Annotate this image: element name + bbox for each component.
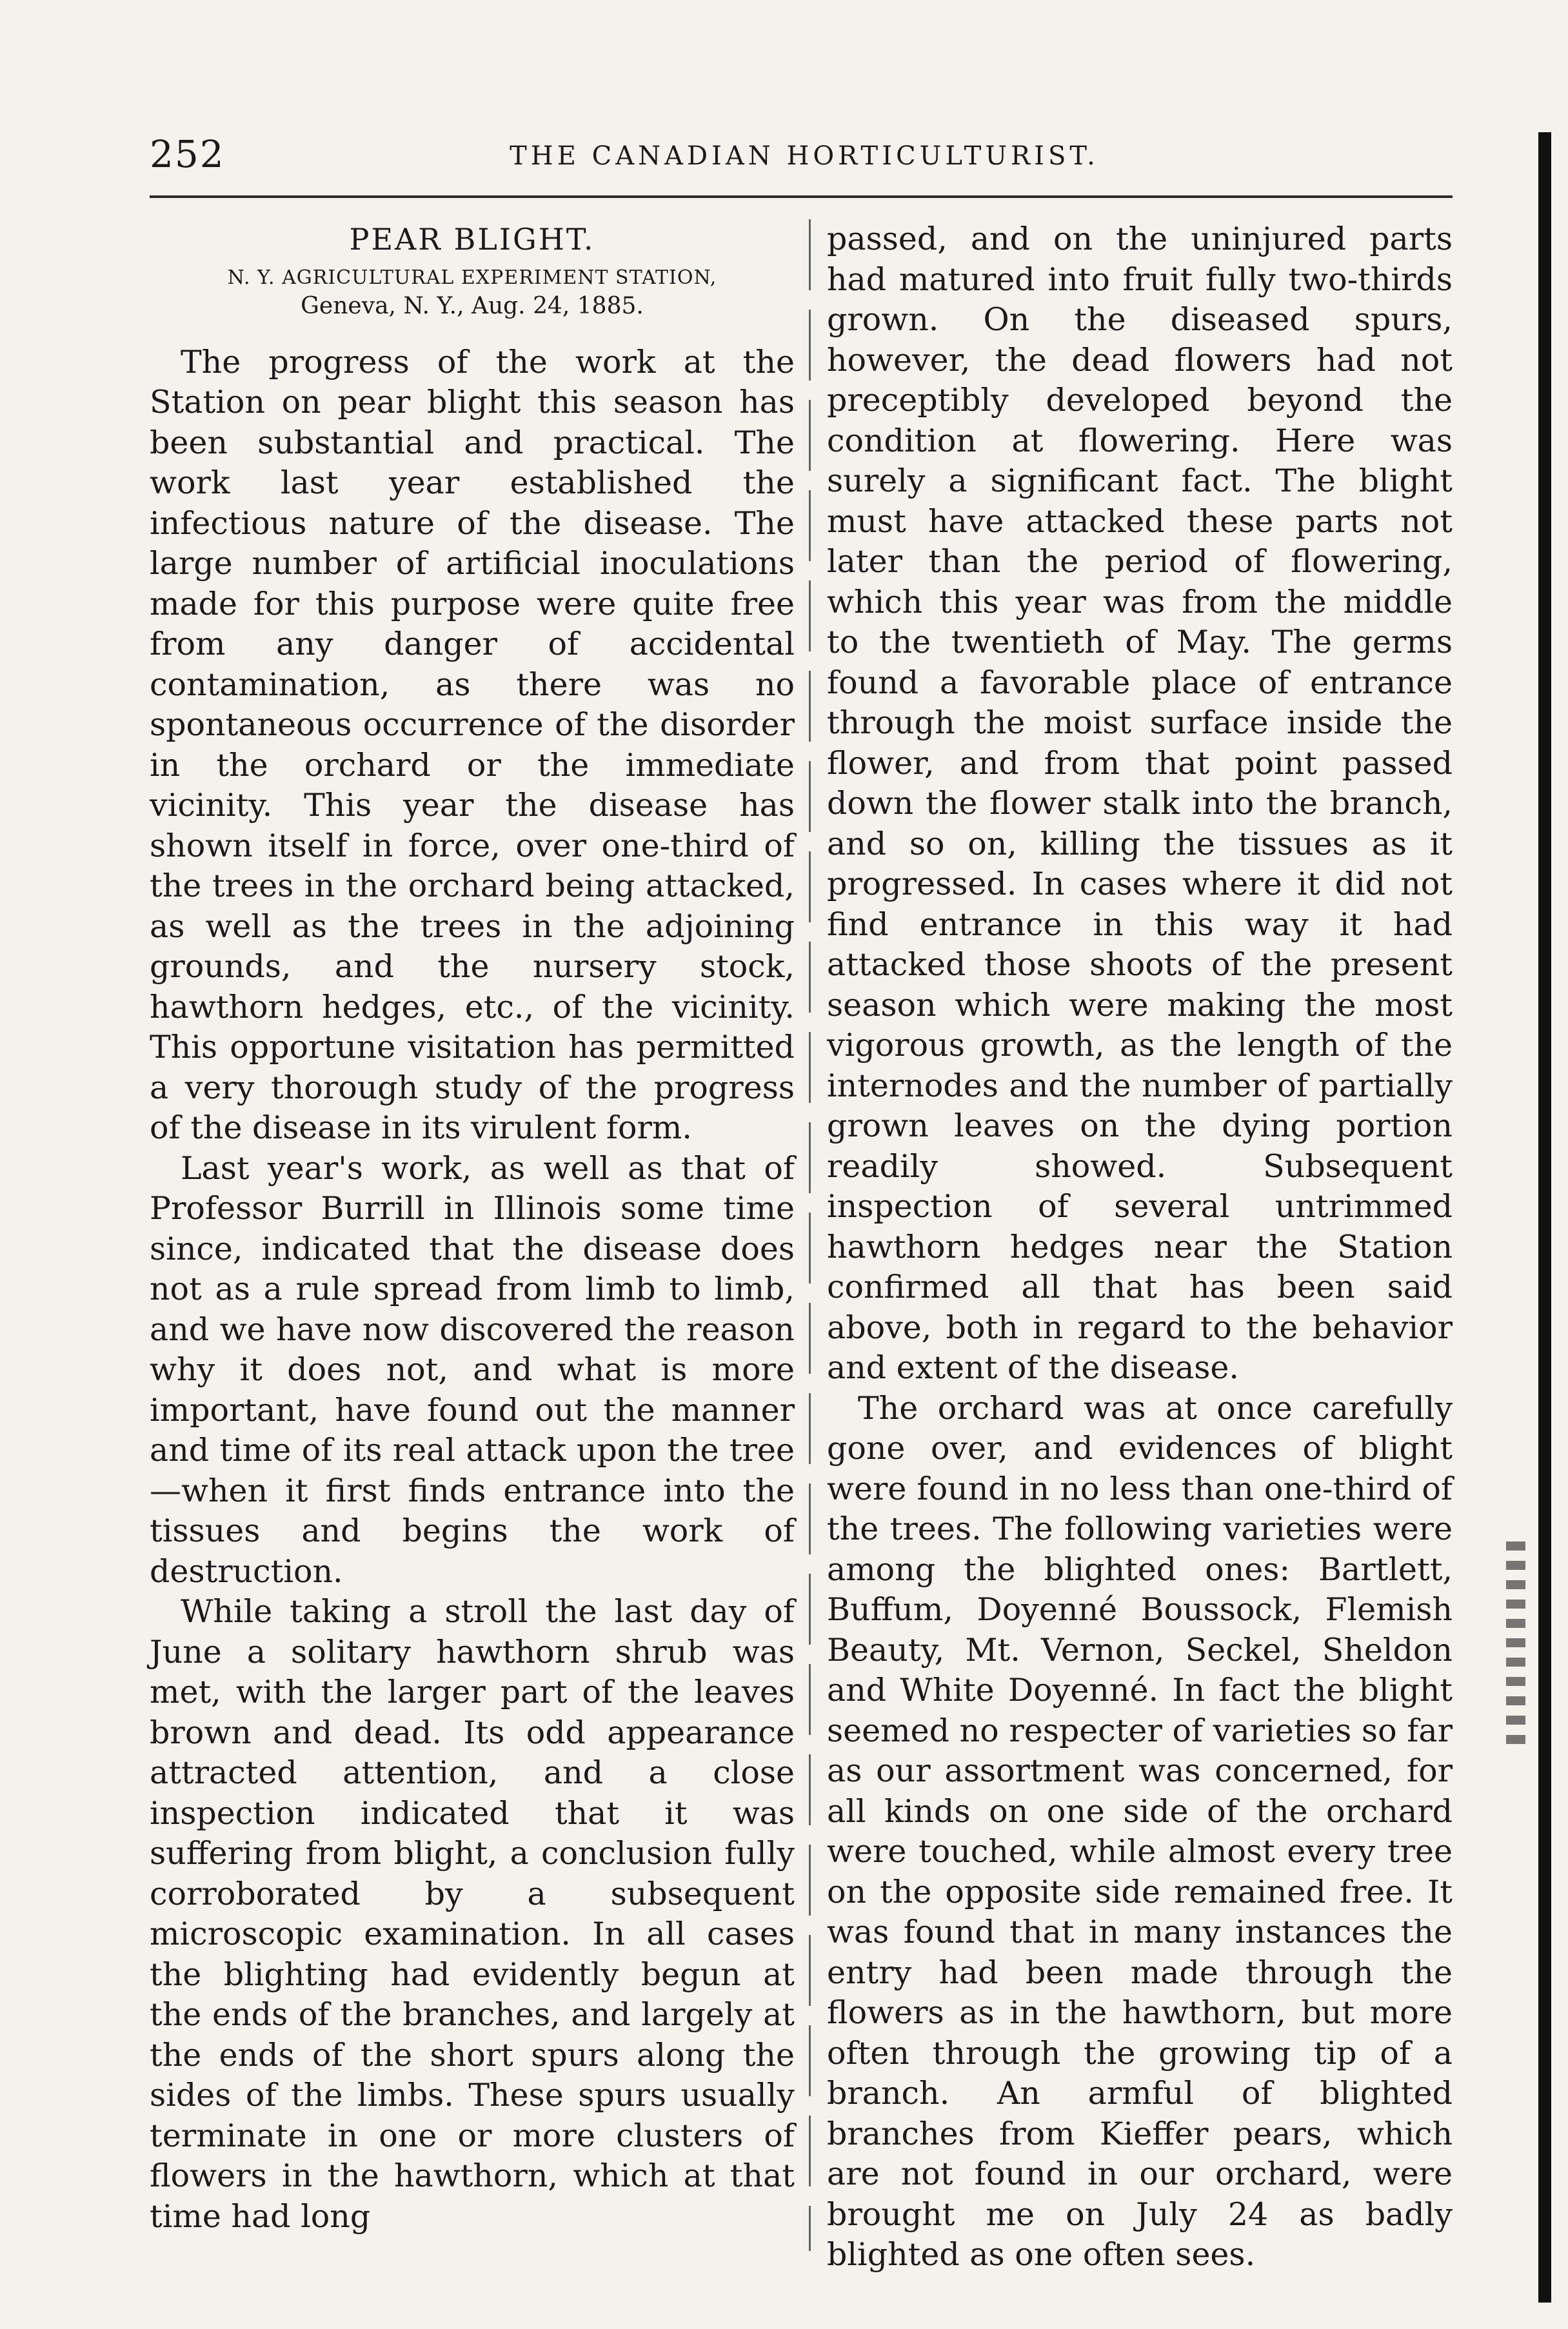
page-header	[150, 132, 1459, 184]
page-edge-binding	[1538, 132, 1551, 2303]
left-column	[150, 219, 795, 2237]
dateline	[150, 264, 795, 321]
dateline-place-date: Geneva, N. Y., Aug. 24, 1885.	[301, 292, 644, 319]
page-edge-marks	[1506, 1541, 1525, 1748]
paragraph: Last year's work, as well as that of Professor Burrill in Illinois some time since, indicated that the disease does not as a rule spread from limb to limb, and we have now discovered the reason why it does not, and what is more important, have found out the manner and time of its real attack upon the tree—when it first finds entrance into the tissues and begins the work of destruction.	[150, 1149, 795, 1590]
running-title: THE CANADIAN HORTICULTURIST.	[510, 141, 1099, 171]
paragraph: The progress of the work at the Station on pear blight this season has been substantial and practical. The work last year established the infectious nature of the disease. The large number of artificial inoculations made for this purpose were quite free from any danger of accidental contamination, as there was no spontaneous occurrence of the disorder in the orchard or the immediate vicinity. This year the disease has shown itself in force, over one-third of the trees in the orchard being attacked, as well as the trees in the adjoining grounds, and the nursery stock, hawthorn hedges, etc., of the vicinity. This opportune visitation has permitted a very thorough study of the progress of the disease in its virulent form.	[150, 343, 795, 1146]
page-number: 252	[150, 132, 225, 176]
paragraph: The orchard was at once carefully gone over, and evidences of blight were found in no less than one-third of the trees. The following varieties were among the blighted ones: Bartlett, Buffum, Doyenné Boussock, Flemish Beauty, Mt. Vernon, Seckel, Sheldon and White Doyenné. In fact the blight seemed no respecter of varieties so far as our assortment was concerned, for all kinds on one side of the orchard were touched, while almost every tree on the opposite side remained free. It was found that in many instances the entry had been made through the flowers as in the hawthorn, but more often through the growing tip of a branch. An armful of blighted branches from Kieffer pears, which are not found in our orchard, were brought me on July 24 as badly blighted as one often sees.	[827, 1389, 1453, 2273]
header-rule	[150, 195, 1453, 198]
dateline-station: N. Y. AGRICULTURAL EXPERIMENT STATION,	[227, 266, 717, 289]
right-column	[827, 219, 1453, 2275]
column-divider	[809, 219, 811, 2251]
paragraph: While taking a stroll the last day of June a solitary hawthorn shrub was met, with the larger part of the leaves brown and dead. Its odd appearance attracted attention, and a close inspection indicated that it was suffering from blight, a conclusion fully corroborated by a subsequent microscopic examination. In all cases the blighting had evidently begun at the ends of the branches, and largely at the ends of the short spurs along the sides of the limbs. These spurs usually terminate in one or more clusters of flowers in the hawthorn, which at that time had long	[150, 1593, 795, 2235]
paragraph-continued: passed, and on the uninjured parts had matured into fruit fully two-thirds grown. On the diseased spurs, however, the dead flowers had not preceptibly developed beyond the condition at flowering. Here was surely a significant fact. The blight must have attacked these parts not later than the period of flowering, which this year was from the middle to the twentieth of May. The germs found a favorable place of entrance through the moist surface inside the flower, and from that point passed down the flower stalk into the branch, and so on, killing the tissues as it progressed. In cases where it did not find entrance in this way it had attacked those shoots of the present season which were making the most vigorous growth, as the length of the internodes and the number of partially grown leaves on the dying portion readily showed. Subsequent inspection of several untrimmed hawthorn hedges near the Station confirmed all that has been said above, both in regard to the behavior and extent of the disease.	[827, 221, 1453, 1386]
article-title: PEAR BLIGHT.	[349, 222, 595, 257]
